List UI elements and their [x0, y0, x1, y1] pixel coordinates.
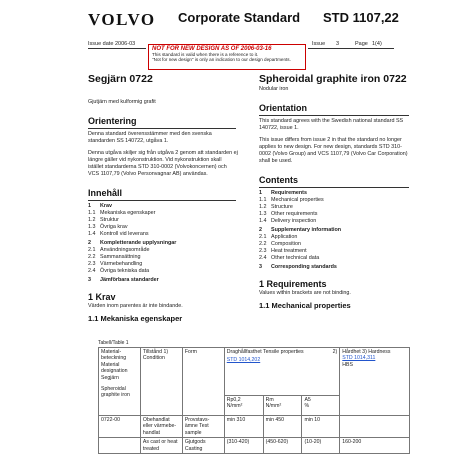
sv-toc-number: 2.2	[88, 254, 96, 261]
en-toc-item	[259, 264, 411, 271]
en-toc-number: 2.4	[259, 255, 267, 262]
en-toc-item	[259, 218, 411, 225]
sv-orientation-rule	[88, 128, 236, 129]
rp02-symbol: Rp0,2	[226, 397, 241, 403]
a5-symbol: A5	[304, 397, 311, 403]
en-toc-item	[259, 204, 411, 211]
sv-toc-number: 1.4	[88, 231, 96, 238]
mechanical-properties-table	[98, 347, 410, 454]
sv-toc-number: 3	[88, 277, 91, 284]
th-form: Form	[182, 348, 224, 416]
table-cell	[99, 438, 141, 454]
hardness-std-link[interactable]: STD 1014,311	[342, 355, 376, 362]
en-contents-rule	[259, 187, 409, 188]
sv-toc-item	[88, 277, 238, 284]
en-toc-item	[259, 211, 411, 218]
sv-toc-number: 1	[88, 203, 91, 210]
sv-toc-label: Kompletterande upplysningar	[100, 240, 177, 247]
table-row	[99, 438, 410, 454]
en-orientation-heading: Orientation	[259, 103, 308, 114]
sv-toc-label: Kontroll vid leverans	[100, 231, 149, 238]
th-material-sub: Spheroidal graphite iron	[101, 386, 130, 399]
en-toc-item	[259, 227, 411, 234]
table-cell: Provstavs-ämne Test sample	[182, 416, 224, 438]
en-toc-item	[259, 234, 411, 241]
table-cell: (310-420)	[224, 438, 263, 454]
sv-orientation-p2: Denna utgåva skiljer sig från utgåva 2 genom att standarden ej längre gäller vid nykonstruktion. Vid nykonstruktion skall istället standarderna STD 310-0002 (Volvokoncernen) och VCS 1107,79 (Volvo Personvagnar AB) användas.	[88, 149, 238, 178]
table-cell: As cast or heat treated	[140, 438, 182, 454]
table-cell: (450-620)	[263, 438, 302, 454]
en-toc-number: 2.1	[259, 234, 267, 241]
sv-toc-item	[88, 247, 238, 254]
en-toc-label: Mechanical properties	[271, 197, 324, 204]
sv-toc-item	[88, 254, 238, 261]
sv-toc-label: Sammansättning	[100, 254, 141, 261]
th-hardness	[340, 348, 410, 416]
th-material-text: Material-beteckning Material designation Segjärn	[101, 349, 128, 381]
swedish-column	[88, 74, 238, 323]
issue-date: 2006-03	[115, 41, 136, 47]
en-orientation-p2: This issue differs from issue 2 in that the standard no longer applies to new design. For new design, standards STD 310-0002 (Volvo Group) and VCS 1107,79 (Volvo Car Corporation) shall be used.	[259, 136, 408, 165]
header-rule-right	[308, 48, 394, 49]
th-a5	[302, 396, 340, 416]
sv-contents-heading: Innehåll	[88, 188, 123, 199]
en-toc-label: Application	[271, 234, 298, 241]
table-caption: Tabell/Table 1	[98, 340, 129, 346]
issue-label: Issue	[312, 41, 326, 47]
en-toc-item	[259, 190, 411, 197]
en-toc-item	[259, 248, 411, 255]
volvo-logo: VOLVO	[88, 10, 156, 29]
en-toc-label: Structure	[271, 204, 293, 211]
th-tensile-text: Draghållfasthet Tensile properties	[226, 349, 304, 355]
en-title: Spheroidal graphite iron 0722	[259, 73, 407, 85]
sv-toc-number: 1.2	[88, 217, 96, 224]
th-rm	[263, 396, 302, 416]
notice-line-2: "Not for new design" is only an indication to our design departments.	[152, 57, 291, 63]
table-row	[99, 416, 410, 438]
en-toc-number: 1.3	[259, 211, 267, 218]
sv-section1-heading: 1 Krav	[88, 292, 116, 303]
table-cell	[340, 416, 410, 438]
th-tensile	[224, 348, 340, 396]
sv-toc-number: 2.3	[88, 261, 96, 268]
en-toc-number: 2.3	[259, 248, 267, 255]
en-orientation-p1: This standard agrees with the Swedish national standard SS 140722, issue 1.	[259, 118, 404, 132]
en-section1-heading: 1 Requirements	[259, 279, 327, 290]
notice-line-1: This standard is valid when there is a reference to it.	[152, 52, 259, 57]
sv-toc-label: Struktur	[100, 217, 119, 224]
rm-symbol: Rm	[265, 397, 274, 403]
sv-toc-label: Mekaniska egenskaper	[100, 210, 156, 217]
th-hardness-text: Hårdhet 3) Hardness	[342, 349, 391, 355]
en-toc-label: Delivery inspection	[271, 218, 317, 225]
table-cell: min 450	[263, 416, 302, 438]
page-label: Page	[355, 41, 368, 47]
sv-toc-item	[88, 231, 238, 238]
sv-contents-rule	[88, 200, 236, 201]
sv-toc-number: 2	[88, 240, 91, 247]
table-cell: 160-200	[340, 438, 410, 454]
rp02-unit: N/mm²	[226, 403, 243, 410]
en-toc-label: Other technical data	[271, 255, 320, 262]
sv-toc-label: Användningsområde	[100, 247, 150, 254]
en-toc-number: 2	[259, 227, 262, 234]
th-tensile-note: 2)	[332, 349, 338, 355]
th-condition: Tillstånd 1) Condition	[140, 348, 182, 416]
not-for-new-design-notice	[148, 44, 306, 70]
issue-value: 3	[336, 41, 340, 47]
th-hardness-unit: HBS	[342, 361, 353, 368]
en-toc-number: 1.2	[259, 204, 267, 211]
sv-toc-number: 1.1	[88, 210, 96, 217]
table-header-row	[99, 348, 410, 396]
en-contents-heading: Contents	[259, 175, 298, 186]
th-material	[99, 348, 141, 416]
en-toc-label: Heat treatment	[271, 248, 307, 255]
sv-toc-number: 2.4	[88, 268, 96, 275]
table-cell: min 10	[302, 416, 340, 438]
en-toc-number: 1	[259, 190, 262, 197]
en-toc-label: Composition	[271, 241, 301, 248]
en-toc-item	[259, 197, 411, 204]
sv-orientation-p1: Denna standard överensstämmer med den svenska standarden SS 140722, utgåva 1.	[88, 131, 212, 145]
en-subtitle: Nodular iron	[259, 86, 289, 92]
sv-section1-text: Värden inom parentes är inte bindande.	[88, 303, 183, 310]
sv-toc-label: Krav	[100, 203, 112, 210]
en-toc-item	[259, 241, 411, 248]
en-toc-number: 3	[259, 264, 262, 271]
english-column	[259, 74, 411, 310]
sv-toc	[88, 203, 238, 284]
sv-toc-item	[88, 210, 238, 217]
en-toc-label: Other requirements	[271, 211, 318, 218]
table-cell: (10-20)	[302, 438, 340, 454]
sv-orientation-heading: Orientering	[88, 116, 137, 127]
sv-toc-label: Värmebehandling	[100, 261, 143, 268]
sv-title: Segjärn 0722	[88, 73, 153, 85]
table-cell: min 310	[224, 416, 263, 438]
en-orientation-rule	[259, 115, 409, 116]
sv-section11-heading: 1.1 Mekaniska egenskaper	[88, 313, 183, 323]
table-cell: Gjutgods Casting	[182, 438, 224, 454]
rm-unit: N/mm²	[265, 403, 282, 410]
en-toc-label: Supplementary information	[271, 227, 342, 234]
en-toc-number: 1.1	[259, 197, 267, 204]
sv-toc-number: 2.1	[88, 247, 96, 254]
en-toc-number: 1.4	[259, 218, 267, 225]
en-section11-heading: 1.1 Mechanical properties	[259, 300, 351, 310]
table-cell: Obehandlat eller värmebe-handlat	[140, 416, 182, 438]
sv-toc-label: Övriga krav	[100, 224, 128, 231]
header-rule-left	[88, 48, 146, 49]
en-toc	[259, 190, 411, 271]
sv-toc-item	[88, 268, 238, 275]
en-toc-number: 2.2	[259, 241, 267, 248]
document-type: Corporate Standard	[178, 10, 301, 25]
en-toc-label: Corresponding standards	[271, 264, 337, 271]
a5-unit: %	[304, 403, 310, 410]
standard-number: STD 1107,22	[323, 10, 399, 25]
en-section1-text: Values within brackets are not binding.	[259, 290, 351, 297]
table-cell: 0722-00	[99, 416, 141, 438]
sv-toc-item	[88, 203, 238, 210]
en-toc-label: Requirements	[271, 190, 307, 197]
sv-toc-label: Jämförbara standarder	[100, 277, 159, 284]
sv-toc-item	[88, 224, 238, 231]
tensile-std-link[interactable]: STD 1014,202	[226, 357, 261, 364]
notice-title: NOT FOR NEW DESIGN AS OF 2006-03-16	[152, 46, 272, 52]
issue-date-label: Issue date	[88, 41, 114, 47]
th-rp02	[224, 396, 263, 416]
sv-subtitle: Gjutjärn med kulformig grafit	[88, 99, 156, 105]
sv-toc-label: Övriga tekniska data	[100, 268, 150, 275]
en-toc-item	[259, 255, 411, 262]
page-value: 1(4)	[372, 41, 382, 47]
sv-toc-number: 1.3	[88, 224, 96, 231]
